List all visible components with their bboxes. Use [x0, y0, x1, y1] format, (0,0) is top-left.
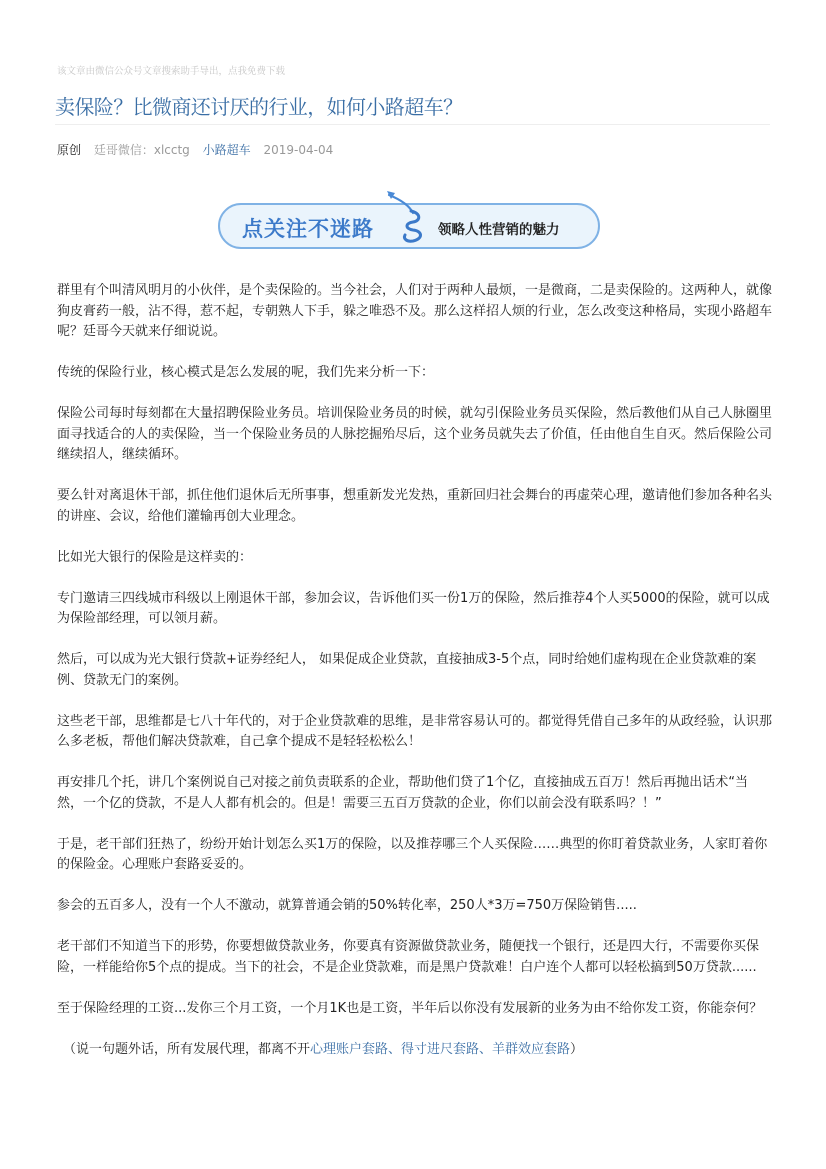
paragraph: 要么针对离退休干部，抓住他们退休后无所事事，想重新发光发热，重新回归社会舞台的再虚荣心理，邀请他们参加各种名头的讲座、会议，给他们灌输再创大业理念。 — [57, 488, 773, 524]
article-title: 卖保险？比微商还讨厌的行业，如何小路超车？ — [55, 95, 463, 119]
paragraph: 这些老干部，思维都是七八十年代的，对于企业贷款难的思维，是非常容易认可的。都觉得凭借自己多年的从政经验，认识那么多老板，帮他们解决贷款难，自己拿个提成不是轻轻松松么！ — [57, 713, 773, 749]
publish-date: 2019-04-04 — [263, 143, 334, 157]
article-body — [57, 281, 773, 1081]
follow-banner — [218, 187, 604, 253]
swirl-arrow-icon — [383, 187, 433, 249]
aside-suffix: ） — [570, 1041, 584, 1057]
aside-prefix: （说一句题外话，所有发展代理，都离不开 — [63, 1041, 311, 1057]
paragraph: 保险公司每时每刻都在大量招聘保险业务员。培训保险业务员的时候，就勾引保险业务员买保险，然后教他们从自己人脉圈里面寻找适合的人的卖保险，当一个保险业务员的人脉挖掘殆尽后，这个业务员就失去了价值，任由他自生自灭。然后保险公司继续招人，继续循环。 — [57, 406, 773, 462]
author-label: 廷哥微信：xlcctg — [93, 143, 190, 157]
aside-paragraph — [63, 1040, 773, 1061]
paragraph: 于是，老干部们狂热了，纷纷开始计划怎么买1万的保险，以及推荐哪三个人买保险……典型的你盯着贷款业务，人家盯着你的保险金。心理账户套路妥妥的。 — [57, 836, 768, 872]
paragraph: 群里有个叫清风明月的小伙伴，是个卖保险的。当今社会，人们对于两种人最烦，一是微商，二是卖保险的。这两种人，就像狗皮膏药一般，沾不得，惹不起，专朝熟人下手，躲之唯恐不及。那么这样招人烦的行业，怎么改变这种格局，实现小路超车呢？廷哥今天就来仔细说说。 — [57, 283, 773, 339]
paragraph: 传统的保险行业，核心模式是怎么发展的呢，我们先来分析一下： — [57, 365, 435, 380]
paragraph: 专门邀请三四线城市科级以上刚退休干部，参加会议，告诉他们买一份1万的保险，然后推荐4个人买5000的保险，就可以成为保险部经理，可以领月薪。 — [57, 590, 770, 626]
paragraph: 至于保险经理的工资...发你三个月工资，一个月1K也是工资，半年后以你没有发展新的业务为由不给你发工资，你能奈何？ — [57, 1000, 763, 1016]
article-meta — [57, 141, 342, 158]
banner-sub-text: 领略人性营销的魅力 — [438, 222, 560, 238]
paragraph: 老干部们不知道当下的形势，你要想做贷款业务，你要真有资源做贷款业务，随便找一个银行，还是四大行，不需要你买保险，一样能给你5个点的提成。当下的社会，不是企业贷款难，而是黑户贷款难！白户连个人都可以轻松搞到50万贷款...... — [57, 939, 760, 975]
paragraph: 参会的五百多人，没有一个人不激动，就算普通会销的50%转化率，250人*3万=750万保险销售..... — [57, 898, 637, 913]
account-link[interactable]: 小路超车 — [202, 143, 251, 157]
banner-main-text: 点关注不迷路 — [242, 217, 374, 241]
highlight-link[interactable]: 心理账户套路、得寸进尺套路、羊群效应套路 — [310, 1041, 571, 1057]
title-divider — [55, 124, 770, 125]
paragraph: 然后，可以成为光大银行贷款+证券经纪人， 如果促成企业贷款，直接抽成3-5个点，同时给她们虚构现在企业贷款难的案例、贷款无门的案例。 — [57, 652, 757, 688]
export-notice-link[interactable]: 该文章由微信公众号文章搜索助手导出，点我免费下载 — [57, 66, 286, 77]
paragraph: 再安排几个托，讲几个案例说自己对接之前负责联系的企业，帮助他们贷了1个亿，直接抽成五百万！然后再抛出话术“当然，一个亿的贷款，不是人人都有机会的。但是！需要三五百万贷款的企业，你们以前会没有联系吗？！” — [57, 775, 749, 811]
original-badge: 原创 — [57, 143, 82, 157]
paragraph: 比如光大银行的保险是这样卖的： — [57, 549, 253, 565]
